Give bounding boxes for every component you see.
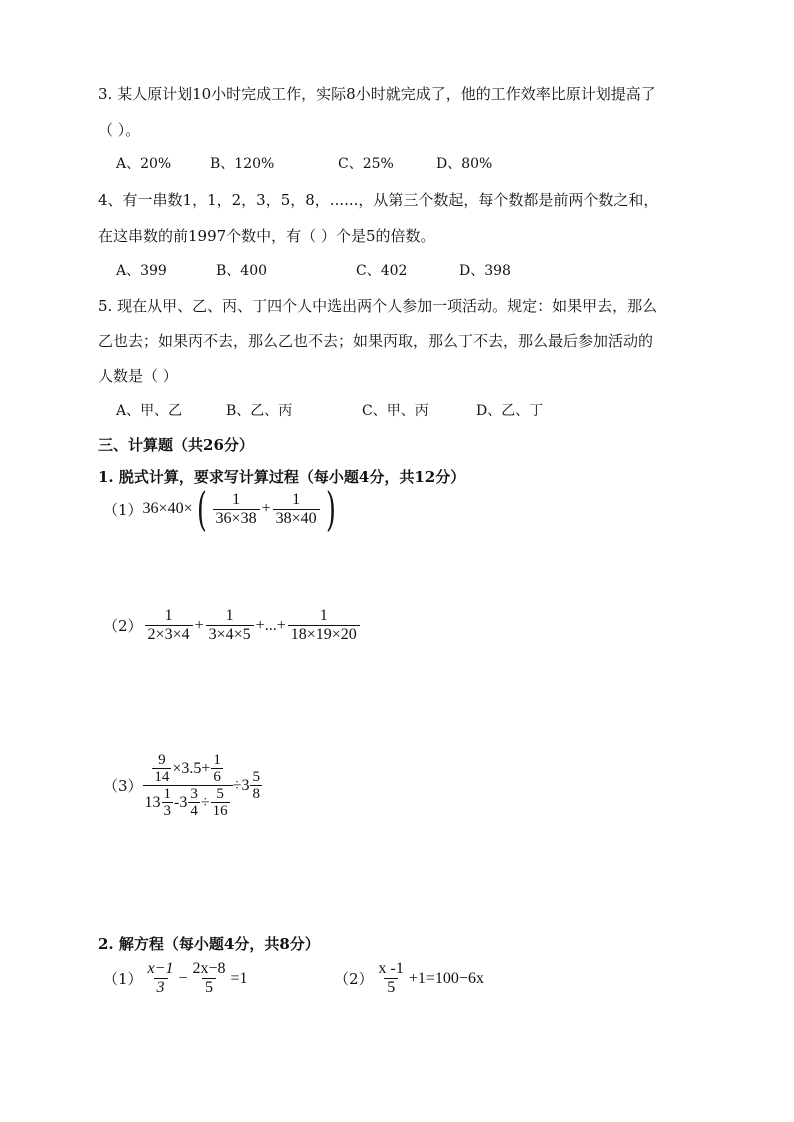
denominator: 5 (202, 978, 216, 997)
numerator: 2x−8 (192, 960, 226, 977)
calc-1-fraction-2 (273, 491, 320, 528)
minus-sign: − (178, 969, 188, 987)
calc-1-prefix: 36×40× (142, 500, 193, 517)
calc-problem-2 (103, 607, 362, 644)
denominator: 3×4×5 (206, 625, 254, 644)
whole-13: 13 (144, 793, 161, 811)
complex-fraction-numerator (149, 752, 226, 785)
eq-2-rest: +1=100−6x (408, 969, 484, 987)
calc-2-fraction-1 (145, 607, 193, 644)
numerator: 1 (232, 490, 241, 508)
right-paren: ) (325, 482, 336, 536)
divide-sign: ÷ (200, 793, 210, 811)
complex-fraction-denominator (143, 785, 233, 819)
numerator: x−1 (147, 960, 174, 977)
section3-title: 三、计算题（共26分） (98, 436, 254, 454)
denominator: 2×3×4 (145, 625, 193, 644)
q5-line3: 人数是（ ） (98, 367, 178, 385)
q4-option-a: A、399 (116, 263, 167, 279)
fraction-1-6 (211, 752, 223, 785)
calc-problem-3 (103, 752, 263, 819)
numerator: x -1 (378, 960, 404, 977)
q3-option-a: A、20% (116, 156, 172, 172)
numerator: 3 (190, 786, 198, 802)
q5-line2: 乙也去；如果丙不去，那么乙也不去；如果丙取，那么丁不去，那么最后参加活动的 (98, 332, 654, 350)
q3-option-d: D、80% (436, 156, 493, 172)
plus-sign: + (261, 500, 271, 517)
denominator: 36×38 (213, 509, 260, 528)
calc-2-fraction-3 (288, 607, 360, 644)
ellipsis: +...+ (255, 616, 286, 634)
denominator: 16 (212, 803, 228, 819)
q4-option-c: C、402 (356, 263, 408, 279)
q5-line1: 5. 现在从甲、乙、丙、丁四个人中选出两个人参加一项活动。规定：如果甲去，那么 (98, 297, 658, 315)
q5-option-d: D、乙、丁 (476, 403, 544, 419)
denominator: 4 (190, 803, 198, 819)
left-paren: ( (196, 482, 207, 536)
equation-2 (334, 960, 484, 997)
numerator: 1 (225, 607, 234, 624)
q4-option-d: D、398 (459, 263, 511, 279)
q5-option-a: A、甲、乙 (116, 403, 183, 419)
q4-line2: 在这串数的前1997个数中，有（ ）个是5的倍数。 (98, 227, 436, 245)
eq-2-fraction-1 (376, 960, 407, 997)
q3-option-b: B、120% (210, 156, 275, 172)
calc-3-label: （3） (103, 777, 143, 795)
section3-sub2: 2. 解方程（每小题4分，共8分） (98, 935, 320, 953)
eq-1-fraction-2 (189, 960, 228, 997)
fraction-1-3 (162, 786, 174, 819)
denominator: 6 (213, 769, 221, 785)
complex-fraction (143, 752, 233, 819)
numerator: 5 (252, 769, 260, 785)
denominator: 8 (252, 786, 260, 802)
minus-3: -3 (174, 793, 188, 811)
denominator: 3 (154, 978, 168, 997)
fraction-5-8 (250, 769, 262, 802)
q3-line1: 3. 某人原计划10小时完成工作，实际8小时就完成了，他的工作效率比原计划提高了 (98, 85, 656, 103)
calc-1-fraction-1 (213, 491, 260, 528)
fraction-5-16 (211, 786, 230, 819)
numerator: 1 (213, 752, 221, 768)
numerator: 1 (164, 607, 173, 624)
denominator: 14 (154, 769, 170, 785)
fraction-3-4 (188, 786, 200, 819)
denominator: 5 (384, 978, 398, 997)
numerator: 5 (216, 786, 224, 802)
denominator: 38×40 (273, 509, 320, 528)
q3-option-c: C、25% (338, 156, 394, 172)
equals-one: =1 (230, 969, 248, 987)
numerator: 1 (292, 490, 301, 508)
section3-sub1: 1. 脱式计算，要求写计算过程（每小题4分，共12分） (98, 468, 466, 486)
eq-1-label: （1） (103, 970, 143, 988)
q3-line2: （ ）。 (98, 121, 141, 139)
divide-3: ÷3 (232, 776, 250, 794)
numerator: 9 (158, 752, 166, 768)
q4-option-b: B、400 (216, 263, 268, 279)
calc-2-label: （2） (103, 617, 143, 635)
numerator: 1 (163, 786, 172, 802)
denominator: 18×19×20 (288, 625, 360, 644)
q4-line1: 4、有一串数1，1，2，3，5，8，......，从第三个数起，每个数都是前两个数之和， (98, 191, 659, 209)
calc-1-label: （1） (103, 500, 143, 519)
q5-option-c: C、甲、丙 (362, 403, 429, 419)
q5-option-b: B、乙、丙 (226, 403, 293, 419)
calc-2-fraction-2 (206, 607, 254, 644)
denominator: 3 (163, 803, 172, 819)
numerator: 1 (319, 607, 328, 624)
times-3-5-plus: ×3.5+ (172, 759, 211, 777)
calc-problem-1 (103, 482, 340, 536)
eq-1-fraction-1 (145, 960, 177, 997)
equation-1 (103, 960, 248, 997)
eq-2-label: （2） (334, 970, 374, 988)
plus-sign: + (194, 616, 204, 634)
fraction-9-14 (152, 752, 171, 785)
